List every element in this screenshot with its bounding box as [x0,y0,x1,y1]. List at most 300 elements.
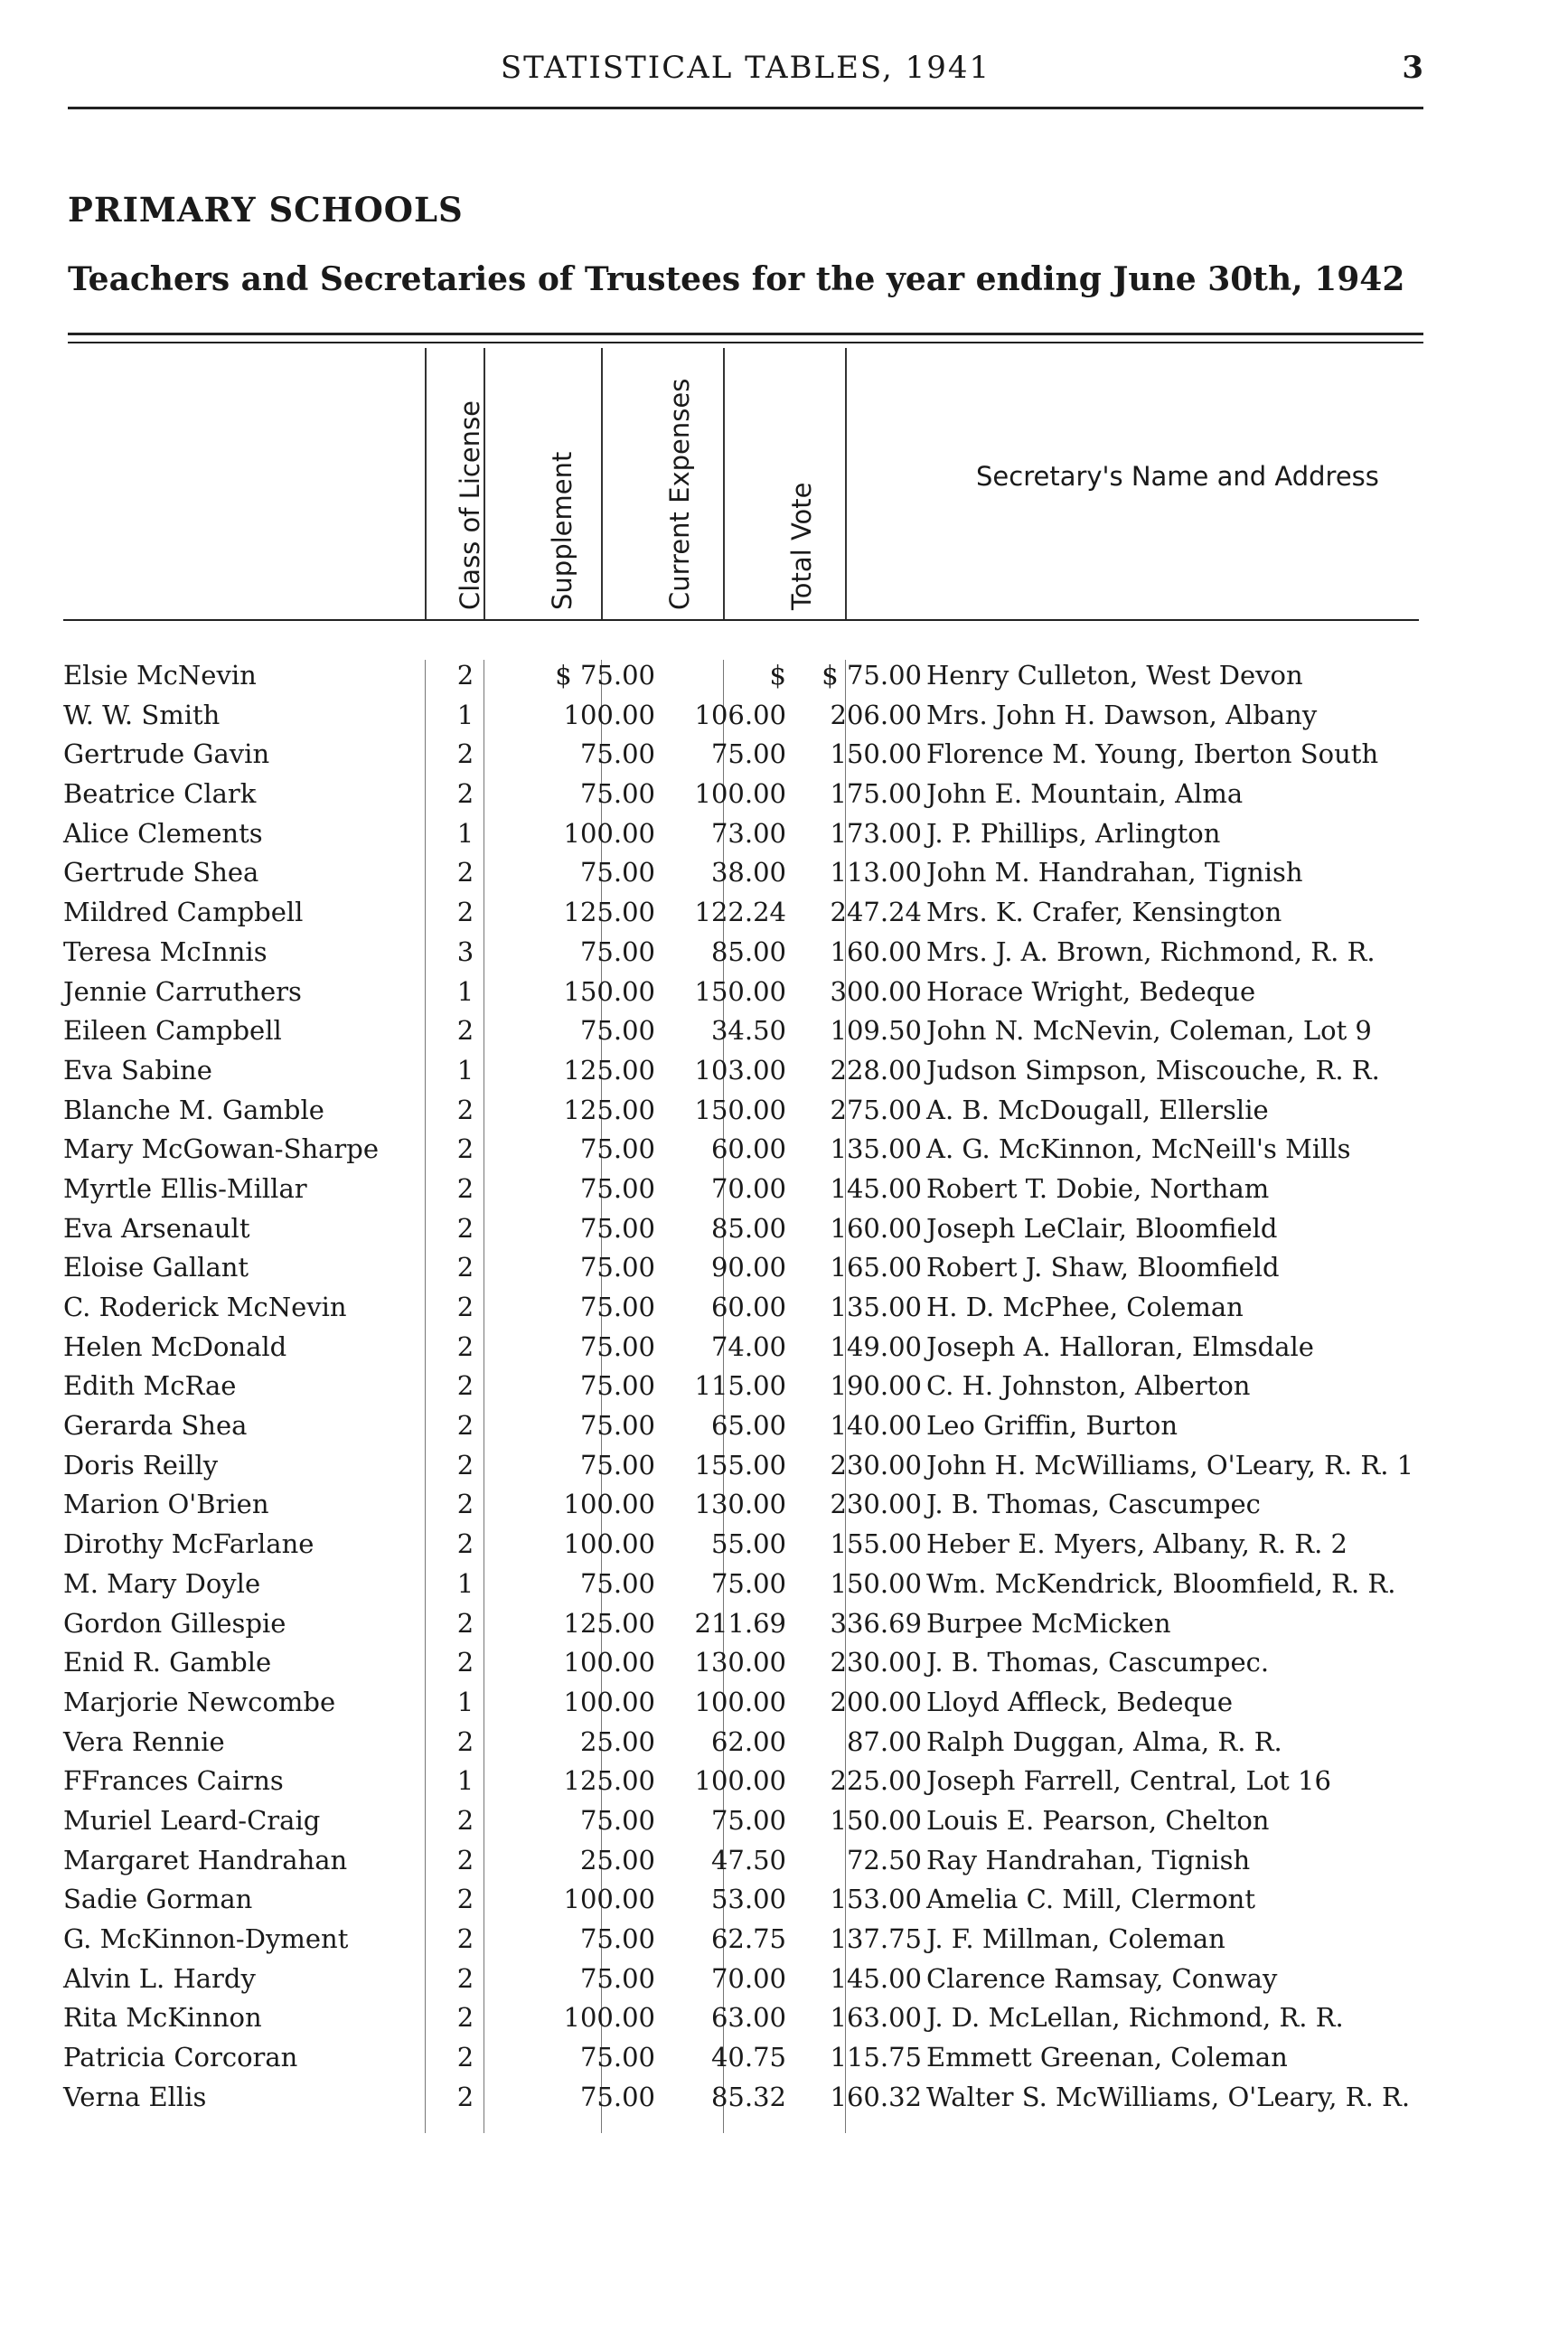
license-class: 2 [456,857,474,888]
supplement-value: 75.00 [579,1567,655,1599]
total-vote-value: 200.00 [830,1686,922,1717]
license-class: 1 [456,975,474,1007]
teacher-name-text: Alice Clements [63,817,263,849]
table-row [63,2042,1437,2082]
license-class: 2 [456,1370,474,1402]
license-class: 2 [456,1212,474,1244]
supplement-value: 75.00 [579,2042,655,2073]
supplement-value: 75.00 [579,2081,655,2112]
supplement-value: 25.00 [579,1725,655,1757]
supplement-value: 75.00 [579,1133,655,1165]
total-vote-value: 72.50 [846,1844,922,1875]
secretary-name-address: Leo Griffin, Burton [926,1410,1178,1442]
current-expenses-value: 53.00 [710,1884,786,1915]
teacher-name [63,1173,425,1204]
supplement-value: 25.00 [579,1844,655,1875]
teacher-name-text: Eileen Campbell [63,1015,282,1047]
total-vote-value: 113.00 [830,857,922,888]
secretary-name-address: John E. Mountain, Alma [926,778,1244,810]
table-row [63,2002,1437,2042]
teacher-name-text: Doris Reilly [63,1449,219,1480]
supplement-value: 150.00 [563,975,655,1007]
supplement-value: 75.00 [579,1923,655,1954]
supplement-value: 75.00 [579,1449,655,1480]
license-class: 2 [456,1962,474,1994]
secretary-name-address: Florence M. Young, Iberton South [926,738,1379,770]
license-class: 1 [456,1054,474,1086]
secretary-name-address: J. B. Thomas, Cascumpec. [926,1647,1270,1678]
license-class: 2 [456,1133,474,1165]
teacher-name-text: C. Roderick McNevin [63,1292,347,1322]
secretary-name-address: Louis E. Pearson, Chelton [926,1804,1270,1836]
table-row [63,1370,1437,1410]
current-expenses-value: 150.00 [694,975,786,1007]
table-row [63,778,1437,818]
teacher-name [63,1687,425,1717]
current-expenses-value: 100.00 [694,778,786,810]
header-supplement [520,348,577,610]
column-divider [845,348,847,619]
supplement-value: 125.00 [563,897,655,928]
supplement-value: 100.00 [563,1489,655,1520]
current-expenses-value: 63.00 [710,2002,786,2034]
secretary-name-address: J. P. Phillips, Arlington [926,817,1221,849]
teacher-name-text: Marjorie Newcombe [63,1686,336,1717]
table-row [63,857,1437,897]
total-vote-value: 87.00 [846,1725,922,1757]
teacher-name [63,1608,425,1639]
table-row [63,897,1437,936]
current-expenses-value: 85.00 [710,935,786,967]
page-header [68,50,1423,104]
license-class: 2 [456,2042,474,2073]
table-row [63,1410,1437,1450]
teacher-name [63,2082,425,2112]
table-row [63,1647,1437,1687]
teacher-name-text: Gordon Gillespie [63,1607,286,1639]
supplement-value: 75.00 [579,1804,655,1836]
teacher-name-text: Eloise Gallant [63,1252,249,1283]
license-class: 1 [456,1686,474,1717]
license-class: 1 [456,1765,474,1797]
table-row [63,1015,1437,1055]
total-vote-value: 247.24 [830,897,922,928]
secretary-name-address: H. D. McPhee, Coleman [926,1292,1244,1322]
current-expenses-value: 130.00 [694,1647,786,1678]
secretary-name-address: Wm. McKendrick, Bloomfield, R. R. [926,1567,1396,1599]
total-vote-value: 137.75 [830,1923,922,1954]
teacher-name-text: Gertrude Gavin [63,738,270,770]
teacher-name [63,660,425,691]
header-bottom-rule [63,619,1419,621]
total-vote-value: 135.00 [830,1292,922,1322]
total-vote-value: 230.00 [830,1489,922,1520]
current-expenses-value: 155.00 [694,1449,786,1480]
table-row [63,700,1437,739]
total-vote-value: 230.00 [830,1449,922,1480]
teacher-name-text: M. Mary Doyle [63,1567,261,1599]
secretary-name-address: Heber E. Myers, Albany, R. R. 2 [926,1528,1347,1560]
total-vote-value: 173.00 [830,817,922,849]
table-row [63,1055,1437,1095]
teacher-name-text: Marion O'Brien [63,1489,269,1520]
current-expenses-value: 70.00 [710,1962,786,1994]
teacher-name-text: Enid R. Gamble [63,1647,272,1678]
secretary-name-address: Mrs. J. A. Brown, Richmond, R. R. [926,935,1376,967]
license-class: 2 [456,1923,474,1954]
supplement-value: $ 75.00 [555,660,655,691]
license-class: 2 [456,1449,474,1480]
total-vote-value: 135.00 [830,1133,922,1165]
teacher-name-text: Mary McGowan-Sharpe [63,1133,380,1165]
teacher-name [63,1528,425,1559]
teacher-name [63,1055,425,1086]
secretary-name-address: Henry Culleton, West Devon [926,660,1303,691]
current-expenses-value: 122.24 [694,897,786,928]
table-row [63,1095,1437,1134]
teacher-name [63,1015,425,1046]
license-class: 2 [456,1804,474,1836]
teacher-name-text: Helen McDonald [63,1330,287,1362]
total-vote-value: 145.00 [830,1962,922,1994]
teacher-name-text: G. McKinnon-Dyment [63,1923,349,1954]
column-divider [601,348,603,619]
table-row [63,1884,1437,1923]
supplement-value: 125.00 [563,1765,655,1797]
current-expenses-value: 47.50 [710,1844,786,1875]
teacher-name-text: Gertrude Shea [63,857,259,888]
secretary-name-address: Burpee McMicken [926,1607,1171,1639]
table-row [63,2082,1437,2121]
table-row [63,738,1437,778]
license-class: 2 [456,1647,474,1678]
secretary-name-address: J. D. McLellan, Richmond, R. R. [926,2002,1344,2034]
license-class: 2 [456,1884,474,1915]
teacher-name-text: Myrtle Ellis-Millar [63,1172,307,1204]
teacher-name-text: Muriel Leard-Craig [63,1804,321,1836]
current-expenses-value: 70.00 [710,1172,786,1204]
supplement-value: 100.00 [563,699,655,730]
teacher-name-text: Gerarda Shea [63,1410,248,1442]
teacher-name [63,1805,425,1836]
total-vote-value: 150.00 [830,1804,922,1836]
license-class: 2 [456,1410,474,1442]
license-class: 2 [456,1330,474,1362]
teacher-name [63,2002,425,2033]
secretary-name-address: Robert J. Shaw, Bloomfield [926,1252,1280,1283]
license-class: 2 [456,660,474,691]
table-row [63,1923,1437,1963]
current-expenses-value: 74.00 [710,1330,786,1362]
license-class: 2 [456,1607,474,1639]
current-expenses-value: 73.00 [710,817,786,849]
teacher-name-text: Vera Rennie [63,1725,225,1757]
total-vote-value: 155.00 [830,1528,922,1560]
total-vote-value: 163.00 [830,2002,922,2034]
current-expenses-value: 75.00 [710,738,786,770]
teacher-name-text: Sadie Gorman [63,1884,253,1915]
supplement-value: 100.00 [563,1884,655,1915]
secretary-name-address: Joseph A. Halloran, Elmsdale [926,1330,1314,1362]
secretary-name-address: Emmett Greenan, Coleman [926,2042,1288,2073]
current-expenses-value: 103.00 [694,1054,786,1086]
table-row [63,1963,1437,2003]
table-row [63,1845,1437,1885]
table-row [63,1450,1437,1490]
secretary-name-address: Robert T. Dobie, Northam [926,1172,1270,1204]
teacher-name-text: Alvin L. Hardy [63,1962,256,1994]
table-row [63,1608,1437,1648]
teacher-name-text: Jennie Carruthers [63,975,302,1007]
table-top-rule [68,333,1423,335]
current-expenses-value: 150.00 [694,1094,786,1125]
secretary-name-address: Horace Wright, Bedeque [926,975,1256,1007]
header-total-vote-label: Total Vote [786,482,817,610]
current-expenses-value: 38.00 [710,857,786,888]
secretary-name-address: John M. Handrahan, Tignish [926,857,1303,888]
teacher-name [63,1292,425,1322]
total-vote-value: $ 75.00 [822,660,922,691]
current-expenses-value: 62.75 [710,1923,786,1954]
current-expenses-value: 106.00 [694,699,786,730]
license-class: 2 [456,1528,474,1560]
teacher-name-text: Beatrice Clark [63,778,257,810]
license-class: 1 [456,1567,474,1599]
table-row [63,1568,1437,1608]
teacher-name [63,1884,425,1914]
page-number: 3 [1402,50,1423,86]
secretary-name-address: Walter S. McWilliams, O'Leary, R. R. [926,2081,1411,2112]
secretary-name-address: Amelia C. Mill, Clermont [926,1884,1255,1915]
table-body [63,660,1437,2120]
license-class: 2 [456,1015,474,1047]
table-header [63,348,1437,619]
table-row [63,1173,1437,1213]
license-class: 2 [456,2081,474,2112]
teacher-name [63,1133,425,1164]
license-class: 3 [456,935,474,967]
license-class: 2 [456,1725,474,1757]
teacher-name [63,1095,425,1125]
total-vote-value: 140.00 [830,1410,922,1442]
license-class: 2 [456,738,474,770]
current-expenses-value: 115.00 [694,1370,786,1402]
supplement-value: 100.00 [563,2002,655,2034]
license-class: 2 [456,2002,474,2034]
secretary-name-address: Mrs. John H. Dawson, Albany [926,699,1318,730]
teacher-name [63,1845,425,1875]
supplement-value: 75.00 [579,1962,655,1994]
current-expenses-value: 85.32 [710,2081,786,2112]
table-row [63,976,1437,1016]
current-expenses-value: 75.00 [710,1567,786,1599]
running-title: STATISTICAL TABLES, 1941 [500,50,991,86]
table-row [63,1489,1437,1528]
total-vote-value: 115.75 [830,2042,922,2073]
current-expenses-value: 60.00 [710,1133,786,1165]
teacher-name [63,738,425,769]
table-top-rule-2 [68,342,1423,343]
supplement-value: 125.00 [563,1054,655,1086]
teacher-name [63,1647,425,1678]
supplement-value: 75.00 [579,1330,655,1362]
supplement-value: 75.00 [579,1370,655,1402]
teacher-name [63,1963,425,1994]
total-vote-value: 175.00 [830,778,922,810]
teacher-name-text: Eva Sabine [63,1054,212,1086]
current-expenses-value: $ [769,660,786,691]
supplement-value: 125.00 [563,1094,655,1125]
teacher-name [63,2042,425,2073]
column-divider [723,348,725,619]
secretary-name-address: John H. McWilliams, O'Leary, R. R. 1 [926,1449,1414,1480]
header-class-of-license-label: Class of License [455,400,485,610]
current-expenses-value: 100.00 [694,1686,786,1717]
total-vote-value: 230.00 [830,1647,922,1678]
current-expenses-value: 75.00 [710,1804,786,1836]
header-supplement-label: Supplement [547,451,577,610]
table-row [63,1133,1437,1173]
total-vote-value: 150.00 [830,738,922,770]
table-row [63,660,1437,700]
teacher-name [63,976,425,1007]
table-row [63,818,1437,858]
supplement-value: 75.00 [579,1212,655,1244]
table-subtitle: Teachers and Secretaries of Trustees for the year ending June 30th, 1942 [68,260,1405,298]
teacher-name-text: Verna Ellis [63,2081,207,2112]
license-class: 2 [456,1172,474,1204]
license-class: 1 [456,817,474,849]
supplement-value: 100.00 [563,817,655,849]
teacher-name-text: Teresa McInnis [63,935,268,967]
secretary-name-address: Ralph Duggan, Alma, R. R. [926,1725,1282,1757]
supplement-value: 100.00 [563,1647,655,1678]
secretary-name-address: C. H. Johnston, Alberton [926,1370,1251,1402]
teacher-name-text: Mildred Campbell [63,897,304,928]
current-expenses-value: 40.75 [710,2042,786,2073]
total-vote-value: 190.00 [830,1370,922,1402]
total-vote-value: 228.00 [830,1054,922,1086]
teacher-name-text: W. W. Smith [63,699,221,730]
teacher-name-text: Edith McRae [63,1370,237,1402]
total-vote-value: 160.32 [830,2081,922,2112]
total-vote-value: 160.00 [830,935,922,967]
header-current-expenses [637,348,695,610]
table-row [63,1252,1437,1292]
total-vote-value: 165.00 [830,1252,922,1283]
secretary-name-address: John N. McNevin, Coleman, Lot 9 [926,1015,1372,1047]
supplement-value: 75.00 [579,857,655,888]
teacher-name-text: FFrances Cairns [63,1765,284,1797]
total-vote-value: 336.69 [830,1607,922,1639]
supplement-value: 75.00 [579,1252,655,1283]
current-expenses-value: 55.00 [710,1528,786,1560]
supplement-value: 75.00 [579,1410,655,1442]
secretary-name-address: A. B. McDougall, Ellerslie [926,1094,1269,1125]
supplement-value: 100.00 [563,1528,655,1560]
teacher-name [63,1252,425,1283]
teacher-name [63,1765,425,1796]
teacher-name [63,1726,425,1757]
table-row [63,1687,1437,1726]
teacher-name-text: Rita McKinnon [63,2002,262,2034]
license-class: 2 [456,1252,474,1283]
table-row [63,1213,1437,1253]
current-expenses-value: 130.00 [694,1489,786,1520]
supplement-value: 100.00 [563,1686,655,1717]
teacher-name-text: Margaret Handrahan [63,1844,348,1875]
teacher-name [63,1331,425,1362]
teachers-table [63,348,1437,2112]
table-row [63,1292,1437,1331]
secretary-name-address: J. F. Millman, Coleman [926,1923,1225,1954]
total-vote-value: 300.00 [830,975,922,1007]
teacher-name-text: Elsie McNevin [63,660,257,691]
teacher-name [63,857,425,888]
table-row [63,1765,1437,1805]
teacher-name-text: Eva Arsenault [63,1212,250,1244]
supplement-value: 75.00 [579,738,655,770]
secretary-name-address: A. G. McKinnon, McNeill's Mills [926,1133,1351,1165]
current-expenses-value: 62.00 [710,1725,786,1757]
license-class: 2 [456,1094,474,1125]
section-title: PRIMARY SCHOOLS [68,190,464,230]
total-vote-value: 109.50 [830,1015,922,1047]
teacher-name [63,1213,425,1244]
supplement-value: 75.00 [579,1015,655,1047]
teacher-name [63,897,425,927]
teacher-name [63,778,425,809]
supplement-value: 75.00 [579,1292,655,1322]
teacher-name [63,1370,425,1401]
header-rule [68,107,1423,109]
teacher-name [63,700,425,730]
teacher-name [63,1568,425,1599]
total-vote-value: 275.00 [830,1094,922,1125]
secretary-name-address: Judson Simpson, Miscouche, R. R. [926,1054,1380,1086]
teacher-name [63,818,425,849]
license-class: 2 [456,1844,474,1875]
teacher-name-text: Patricia Corcoran [63,2042,298,2073]
supplement-value: 75.00 [579,935,655,967]
teacher-name [63,1923,425,1954]
current-expenses-value: 65.00 [710,1410,786,1442]
secretary-name-address: Clarence Ramsay, Conway [926,1962,1278,1994]
table-row [63,1331,1437,1371]
table-row [63,936,1437,976]
total-vote-value: 225.00 [830,1765,922,1797]
total-vote-value: 206.00 [830,699,922,730]
secretary-name-address: Mrs. K. Crafer, Kensington [926,897,1282,928]
teacher-name-text: Blanche M. Gamble [63,1094,324,1125]
total-vote-value: 160.00 [830,1212,922,1244]
total-vote-value: 153.00 [830,1884,922,1915]
teacher-name [63,1410,425,1441]
column-divider [425,348,427,619]
header-secretary: Secretary's Name and Address [976,461,1379,492]
supplement-value: 75.00 [579,778,655,810]
license-class: 2 [456,1489,474,1520]
secretary-name-address: J. B. Thomas, Cascumpec [926,1489,1261,1520]
supplement-value: 125.00 [563,1607,655,1639]
table-row [63,1528,1437,1568]
license-class: 1 [456,699,474,730]
teacher-name-text: Dirothy McFarlane [63,1528,315,1560]
teacher-name [63,1450,425,1480]
total-vote-value: 145.00 [830,1172,922,1204]
supplement-value: 75.00 [579,1172,655,1204]
teacher-name [63,1489,425,1519]
